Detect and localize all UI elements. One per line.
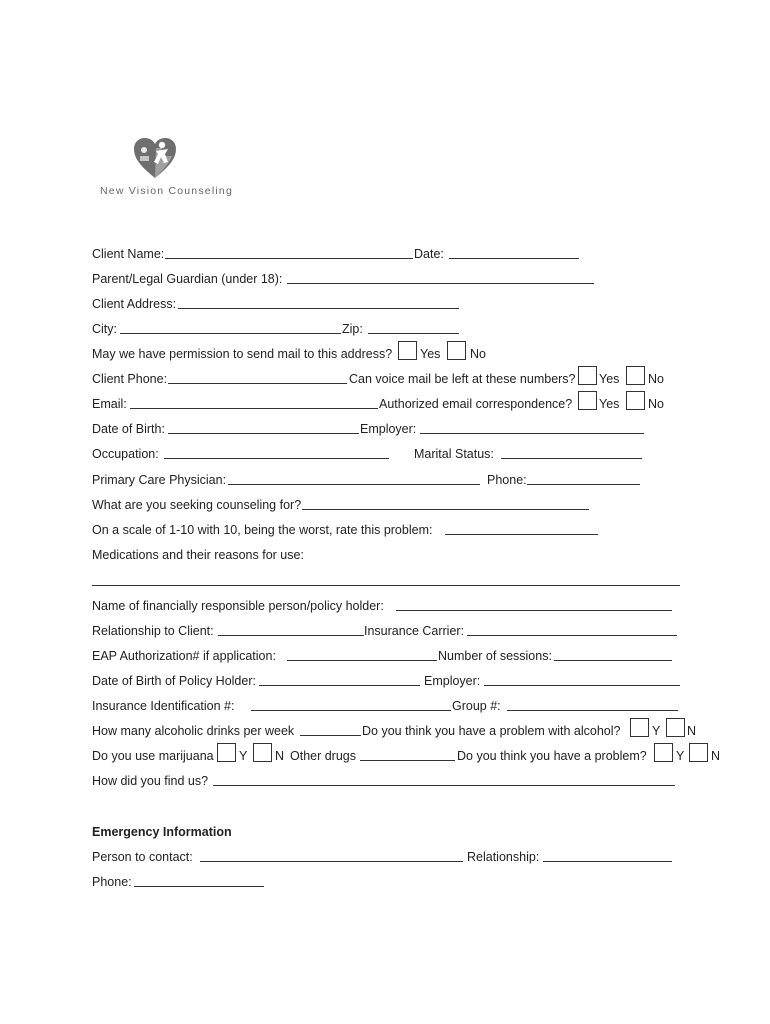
row-guardian <box>92 271 602 287</box>
logo-text: New Vision Counseling <box>100 185 233 197</box>
mail-yes-label: Yes <box>420 347 441 361</box>
zip-field[interactable] <box>368 333 459 334</box>
row-relationship <box>92 623 682 639</box>
relationship-label: Relationship to Client: <box>92 624 214 638</box>
logo <box>92 136 232 206</box>
emergency-phone-field[interactable] <box>134 886 264 887</box>
eap-field[interactable] <box>287 660 437 661</box>
physician-field[interactable] <box>228 484 480 485</box>
marijuana-no-label: N <box>275 749 285 763</box>
other-drugs-field[interactable] <box>360 760 455 761</box>
row-phone <box>92 371 682 387</box>
row-city <box>92 321 472 337</box>
row-dob <box>92 421 652 437</box>
row-medications <box>92 547 682 563</box>
marijuana-yes-checkbox[interactable] <box>217 743 236 762</box>
client-name-field[interactable] <box>165 258 413 259</box>
employer2-label: Employer: <box>424 674 481 688</box>
scale-field[interactable] <box>445 534 598 535</box>
occupation-field[interactable] <box>164 458 389 459</box>
employer-label: Employer: <box>360 422 417 436</box>
emergency-relationship-field[interactable] <box>543 861 672 862</box>
row-alcohol <box>92 723 712 739</box>
responsible-label: Name of financially responsible person/policy holder: <box>92 599 384 613</box>
employer2-field[interactable] <box>484 685 680 686</box>
email-no-checkbox[interactable] <box>626 391 645 410</box>
drug-no-label: N <box>711 749 721 763</box>
insurance-id-field[interactable] <box>251 710 451 711</box>
email-no-label: No <box>648 397 664 411</box>
client-name-label: Client Name: <box>92 247 165 261</box>
marijuana-no-checkbox[interactable] <box>253 743 272 762</box>
marijuana-yes-label: Y <box>239 749 248 763</box>
voicemail-yes-label: Yes <box>599 372 620 386</box>
alcohol-problem-label: Do you think you have a problem with alcohol? <box>362 724 621 738</box>
row-occupation <box>92 446 652 462</box>
mail-yes-checkbox[interactable] <box>398 341 417 360</box>
seeking-field[interactable] <box>302 509 589 510</box>
row-mail-permission <box>92 346 512 362</box>
group-field[interactable] <box>507 710 678 711</box>
dob-label: Date of Birth: <box>92 422 165 436</box>
phone-field[interactable] <box>168 383 347 384</box>
relationship-field[interactable] <box>218 635 364 636</box>
drinks-label: How many alcoholic drinks per week <box>92 724 295 738</box>
medications-field[interactable] <box>92 585 680 586</box>
employer-field[interactable] <box>420 433 644 434</box>
row-responsible <box>92 598 682 614</box>
alcohol-no-checkbox[interactable] <box>666 718 685 737</box>
row-drugs <box>92 748 732 764</box>
sessions-field[interactable] <box>554 660 672 661</box>
dob-holder-label: Date of Birth of Policy Holder: <box>92 674 256 688</box>
voicemail-yes-checkbox[interactable] <box>578 366 597 385</box>
date-field[interactable] <box>449 258 579 259</box>
find-us-label: How did you find us? <box>92 774 209 788</box>
marital-field[interactable] <box>501 458 642 459</box>
emergency-heading: Emergency Information <box>92 825 232 839</box>
zip-label: Zip: <box>342 322 363 336</box>
dob-field[interactable] <box>168 433 359 434</box>
drug-yes-label: Y <box>676 749 685 763</box>
row-seeking <box>92 497 602 513</box>
guardian-label: Parent/Legal Guardian (under 18): <box>92 272 283 286</box>
voicemail-no-label: No <box>648 372 664 386</box>
heart-puzzle-icon <box>132 136 178 180</box>
voicemail-label: Can voice mail be left at these numbers? <box>349 372 576 386</box>
email-yes-label: Yes <box>599 397 620 411</box>
row-physician <box>92 472 652 488</box>
row-eap <box>92 648 682 664</box>
row-emergency-contact <box>92 849 682 865</box>
alcohol-yes-checkbox[interactable] <box>630 718 649 737</box>
other-drugs-label: Other drugs <box>290 749 357 763</box>
row-client-name <box>92 246 592 262</box>
mail-no-checkbox[interactable] <box>447 341 466 360</box>
mail-no-label: No <box>470 347 486 361</box>
emergency-relationship-label: Relationship: <box>467 850 540 864</box>
group-label: Group #: <box>452 699 501 713</box>
alcohol-no-label: N <box>687 724 697 738</box>
address-field[interactable] <box>178 308 459 309</box>
emergency-contact-field[interactable] <box>200 861 463 862</box>
emergency-phone-label: Phone: <box>92 875 132 889</box>
medications-label: Medications and their reasons for use: <box>92 548 304 562</box>
marital-label: Marital Status: <box>414 447 494 461</box>
row-find-us <box>92 773 682 789</box>
seeking-label: What are you seeking counseling for? <box>92 498 302 512</box>
physician-label: Primary Care Physician: <box>92 473 227 487</box>
city-label: City: <box>92 322 117 336</box>
email-label: Email: <box>92 397 127 411</box>
row-insurance-id <box>92 698 682 714</box>
mail-permission-label: May we have permission to send mail to this address? <box>92 347 393 361</box>
row-scale <box>92 522 612 538</box>
drug-no-checkbox[interactable] <box>689 743 708 762</box>
voicemail-no-checkbox[interactable] <box>626 366 645 385</box>
carrier-field[interactable] <box>467 635 677 636</box>
alcohol-yes-label: Y <box>652 724 661 738</box>
marijuana-label: Do you use marijuana <box>92 749 214 763</box>
drug-yes-checkbox[interactable] <box>654 743 673 762</box>
drug-problem-label: Do you think you have a problem? <box>457 749 647 763</box>
email-field[interactable] <box>130 408 378 409</box>
occupation-label: Occupation: <box>92 447 159 461</box>
physician-phone-field[interactable] <box>527 484 640 485</box>
guardian-field[interactable] <box>287 283 594 284</box>
phone-label: Client Phone: <box>92 372 168 386</box>
dob-holder-field[interactable] <box>259 685 420 686</box>
insurance-id-label: Insurance Identification #: <box>92 699 235 713</box>
carrier-label: Insurance Carrier: <box>364 624 465 638</box>
find-us-field[interactable] <box>213 785 675 786</box>
emergency-contact-label: Person to contact: <box>92 850 193 864</box>
sessions-label: Number of sessions: <box>438 649 552 663</box>
row-emergency-phone <box>92 874 392 890</box>
city-field[interactable] <box>120 333 341 334</box>
date-label: Date: <box>414 247 444 261</box>
row-dob-holder <box>92 673 682 689</box>
scale-label: On a scale of 1-10 with 10, being the worst, rate this problem: <box>92 523 433 537</box>
eap-label: EAP Authorization# if application: <box>92 649 276 663</box>
drinks-field[interactable] <box>300 735 361 736</box>
row-email <box>92 396 682 412</box>
address-label: Client Address: <box>92 297 177 311</box>
responsible-field[interactable] <box>396 610 672 611</box>
email-auth-label: Authorized email correspondence? <box>379 397 573 411</box>
email-yes-checkbox[interactable] <box>578 391 597 410</box>
row-address <box>92 296 472 312</box>
physician-phone-label: Phone: <box>487 473 527 487</box>
